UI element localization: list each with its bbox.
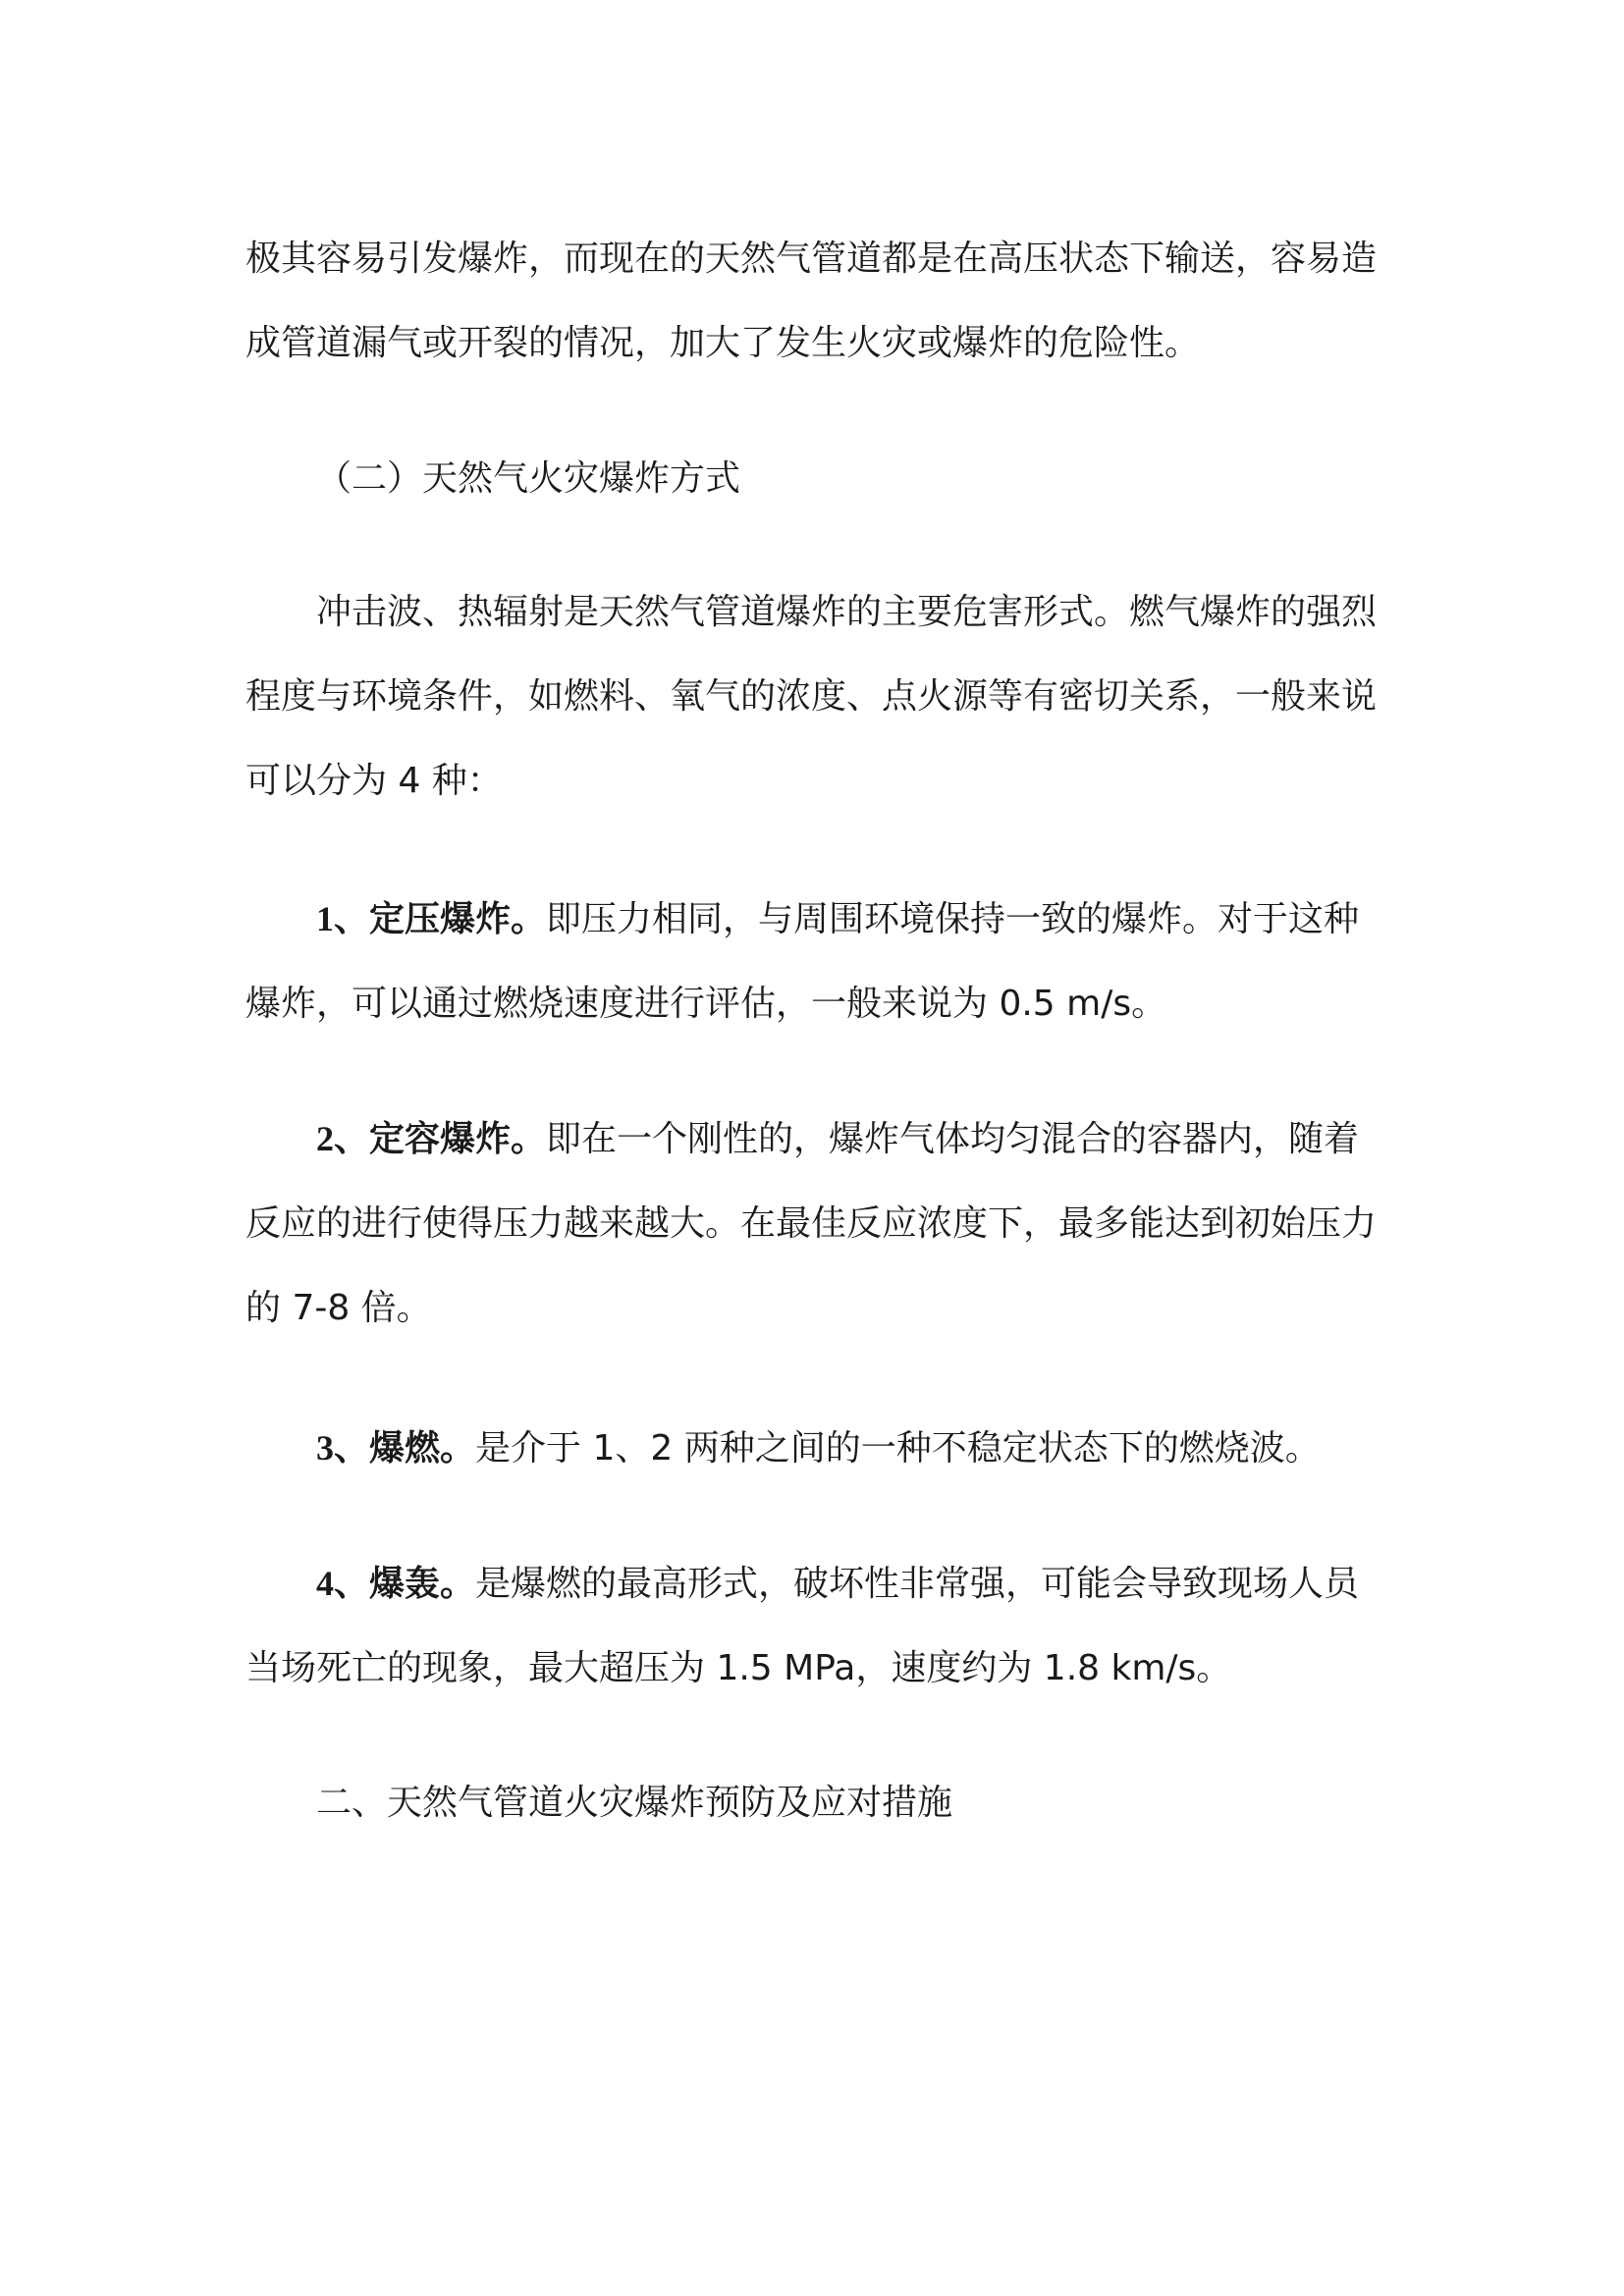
item-term: 定容爆炸。 <box>369 1119 547 1159</box>
paragraph-intro: 极其容易引发爆炸，而现在的天然气管道都是在高压状态下输送，容易造成管道漏气或开裂的情况，加大了发生火灾或爆炸的危险性。 <box>245 239 1378 363</box>
item-description: 即在一个刚性的，爆炸气体均匀混合的容器内，随着反应的进行使得压力越来越大。在最佳反应浓度下，最多能达到初始压力的 7-8 倍。 <box>245 1119 1378 1328</box>
item-term: 爆燃。 <box>369 1428 476 1468</box>
item-term: 爆轰。 <box>369 1564 476 1604</box>
list-item-constant-pressure <box>245 877 1384 1046</box>
list-item-constant-volume <box>245 1096 1384 1351</box>
item-number: 1、 <box>316 899 370 938</box>
item-number: 2、 <box>316 1119 370 1158</box>
item-description: 即压力相同，与周围环境保持一致的爆炸。对于这种爆炸，可以通过燃烧速度进行评估，一般来说为 0.5 m/s。 <box>245 899 1360 1024</box>
item-number: 4、 <box>316 1564 370 1603</box>
list-item-deflagration <box>245 1406 1384 1491</box>
item-description: 是爆燃的最高形式，破坏性非常强，可能会导致现场人员当场死亡的现象，最大超压为 1.5 MPa，速度约为 1.8 km/s。 <box>245 1564 1360 1688</box>
paragraph-explosion-overview: 冲击波、热辐射是天然气管道爆炸的主要危害形式。燃气爆炸的强烈程度与环境条件，如燃料、氧气的浓度、点火源等有密切关系，一般来说可以分为 4 种： <box>245 592 1378 801</box>
item-number: 3、 <box>316 1428 370 1468</box>
section-heading-prevention-measures: 二、天然气管道火灾爆炸预防及应对措施 <box>316 1783 953 1823</box>
list-item-detonation <box>245 1541 1384 1711</box>
item-description: 是介于 1、2 两种之间的一种不稳定状态下的燃烧波。 <box>475 1428 1321 1468</box>
section-heading-explosion-modes: （二）天然气火灾爆炸方式 <box>316 458 741 499</box>
item-term: 定压爆炸。 <box>369 899 547 939</box>
